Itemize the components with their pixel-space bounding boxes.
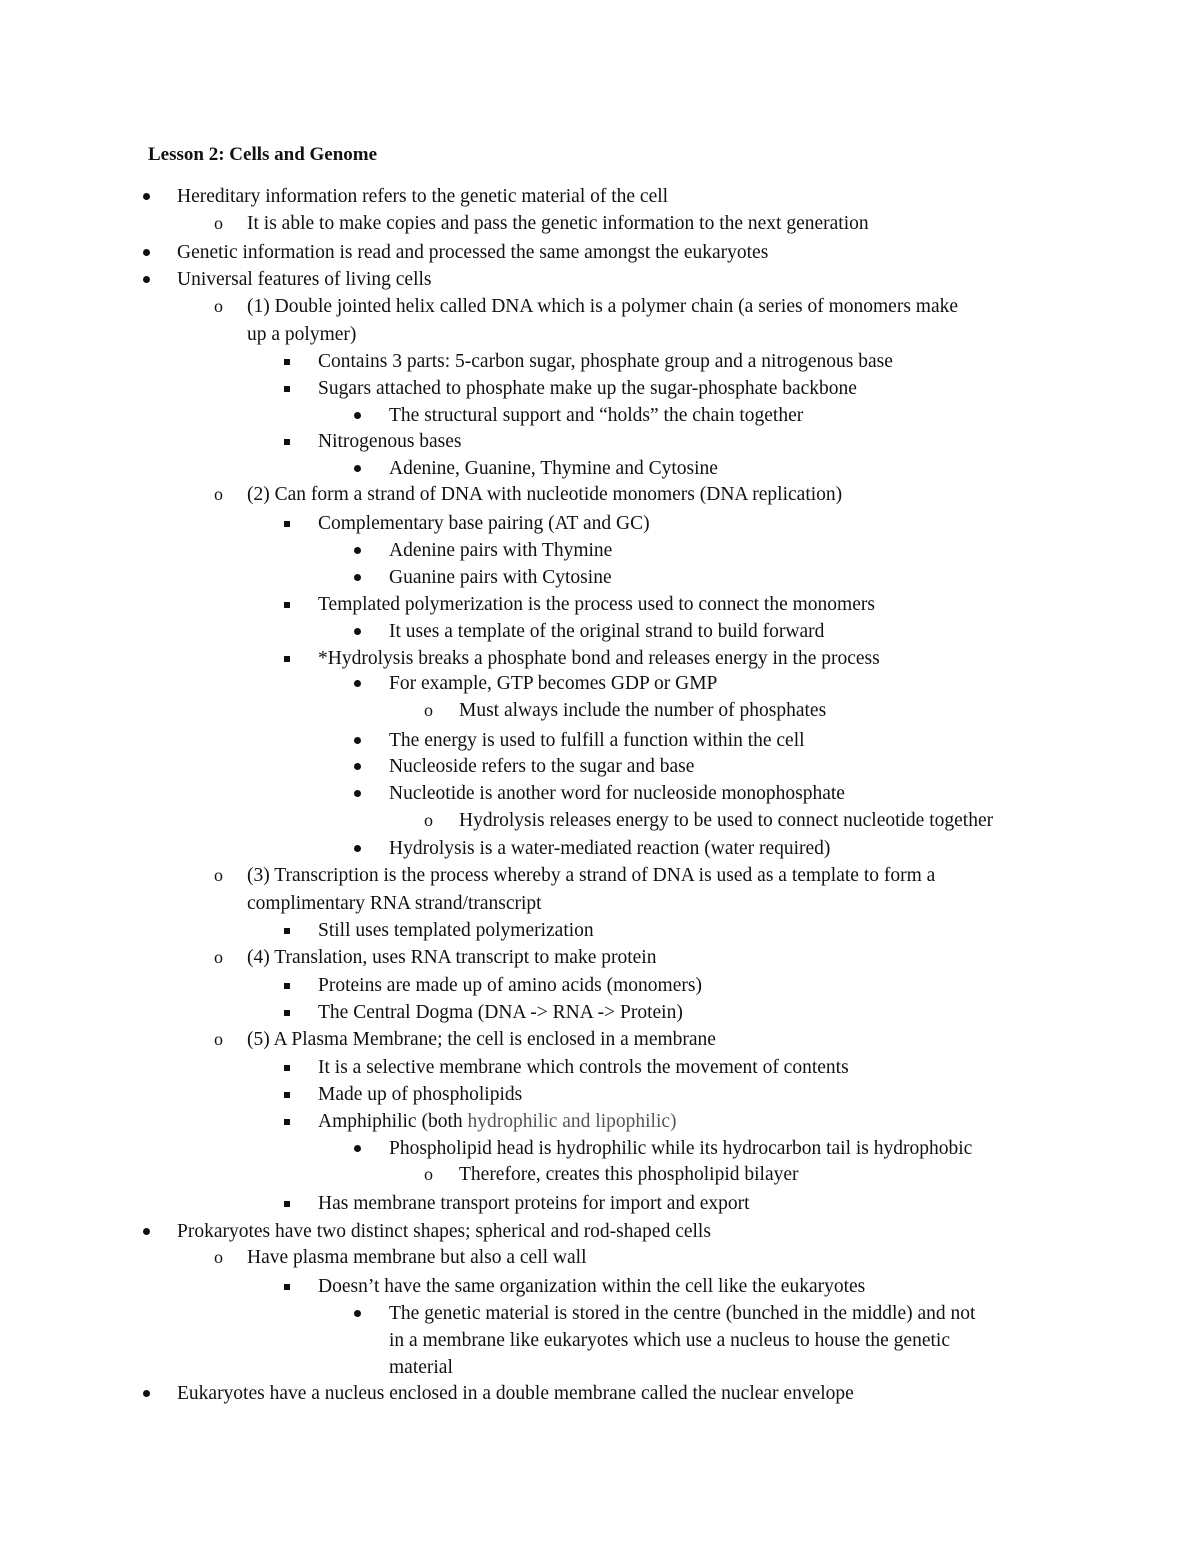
note-line: Templated polymerization is the process used to connect the monomers — [318, 594, 875, 615]
note-line: Contains 3 parts: 5-carbon sugar, phosphate group and a nitrogenous base — [318, 351, 893, 372]
note-line: complimentary RNA strand/transcript — [247, 893, 542, 914]
note-line: *Hydrolysis breaks a phosphate bond and releases energy in the process — [318, 648, 880, 669]
note-line: It uses a template of the original strand to build forward — [389, 621, 825, 642]
note-line: Hydrolysis releases energy to be used to connect nucleotide together — [459, 810, 994, 831]
bullet-square-icon — [284, 1201, 290, 1207]
note-line: Genetic information is read and processed the same amongst the eukaryotes — [177, 242, 769, 263]
bullet-dot-icon — [143, 249, 150, 256]
bullet-square-icon — [284, 656, 290, 662]
bullet-dot-icon — [354, 412, 361, 419]
note-line — [318, 1108, 677, 1135]
bullet-square-icon — [284, 359, 290, 365]
bullet-square-icon — [284, 521, 290, 527]
note-line: up a polymer) — [247, 324, 357, 345]
bullet-dot-icon — [354, 790, 361, 797]
note-line: The Central Dogma (DNA -> RNA -> Protein) — [318, 1002, 683, 1023]
bullet-circle-icon: o — [214, 1029, 223, 1049]
note-line: Nitrogenous bases — [318, 431, 462, 452]
note-line: material — [389, 1357, 453, 1378]
note-line: (1) Double jointed helix called DNA which is a polymer chain (a series of monomers make — [247, 296, 959, 317]
bullet-circle-icon: o — [214, 213, 223, 233]
bullet-dot-icon — [354, 574, 361, 581]
note-line: in a membrane like eukaryotes which use a nucleus to house the genetic — [389, 1330, 950, 1351]
bullet-circle-icon: o — [214, 296, 223, 316]
note-line: Nucleoside refers to the sugar and base — [389, 756, 695, 777]
note-line: Adenine, Guanine, Thymine and Cytosine — [389, 458, 718, 479]
bullet-circle-icon: o — [424, 1164, 433, 1184]
bullet-square-icon — [284, 1065, 290, 1071]
note-line: It is able to make copies and pass the genetic information to the next generation — [247, 213, 869, 234]
note-text: Amphiphilic (both — [318, 1111, 468, 1132]
note-line: (4) Translation, uses RNA transcript to make protein — [247, 947, 657, 968]
note-line: Hydrolysis is a water-mediated reaction (water required) — [389, 838, 831, 859]
bullet-square-icon — [284, 386, 290, 392]
bullet-dot-icon — [354, 763, 361, 770]
note-line: (3) Transcription is the process whereby a strand of DNA is used as a template to form a — [247, 865, 936, 886]
bullet-circle-icon: o — [214, 947, 223, 967]
note-line: Hereditary information refers to the genetic material of the cell — [177, 186, 669, 207]
bullet-dot-icon — [354, 845, 361, 852]
note-line: It is a selective membrane which controls the movement of contents — [318, 1057, 849, 1078]
bullet-square-icon — [284, 1284, 290, 1290]
bullet-dot-icon — [354, 628, 361, 635]
bullet-dot-icon — [143, 1228, 150, 1235]
bullet-square-icon — [284, 439, 290, 445]
note-line: Adenine pairs with Thymine — [389, 540, 613, 561]
bullet-dot-icon — [143, 1390, 150, 1397]
bullet-circle-icon: o — [424, 700, 433, 720]
note-line: Therefore, creates this phospholipid bilayer — [459, 1164, 799, 1185]
note-line: The genetic material is stored in the centre (bunched in the middle) and not — [389, 1303, 976, 1324]
bullet-circle-icon: o — [424, 810, 433, 830]
note-line: Must always include the number of phosphates — [459, 700, 827, 721]
note-line: Complementary base pairing (AT and GC) — [318, 513, 650, 534]
bullet-dot-icon — [354, 737, 361, 744]
note-line: Phospholipid head is hydrophilic while its hydrocarbon tail is hydrophobic — [389, 1138, 973, 1159]
bullet-square-icon — [284, 983, 290, 989]
note-line: Still uses templated polymerization — [318, 920, 594, 941]
note-line: For example, GTP becomes GDP or GMP — [389, 673, 718, 694]
note-line: Made up of phospholipids — [318, 1084, 523, 1105]
note-line: Prokaryotes have two distinct shapes; spherical and rod-shaped cells — [177, 1221, 711, 1242]
bullet-dot-icon — [143, 276, 150, 283]
bullet-square-icon — [284, 928, 290, 934]
note-line: Doesn’t have the same organization within the cell like the eukaryotes — [318, 1276, 866, 1297]
note-line: The structural support and “holds” the chain together — [389, 405, 804, 426]
note-text-grey: hydrophilic and lipophilic) — [467, 1111, 677, 1132]
bullet-dot-icon — [354, 680, 361, 687]
bullet-dot-icon — [354, 547, 361, 554]
note-line: Sugars attached to phosphate make up the sugar-phosphate backbone — [318, 378, 857, 399]
note-line: The energy is used to fulfill a function within the cell — [389, 730, 805, 751]
bullet-dot-icon — [354, 465, 361, 472]
bullet-square-icon — [284, 1119, 290, 1125]
note-line: (2) Can form a strand of DNA with nucleotide monomers (DNA replication) — [247, 484, 843, 505]
note-line: Has membrane transport proteins for import and export — [318, 1193, 750, 1214]
bullet-circle-icon: o — [214, 1247, 223, 1267]
note-line: Eukaryotes have a nucleus enclosed in a double membrane called the nuclear envelope — [177, 1383, 854, 1404]
note-line: Guanine pairs with Cytosine — [389, 567, 612, 588]
bullet-circle-icon: o — [214, 484, 223, 504]
note-line: Nucleotide is another word for nucleoside monophosphate — [389, 783, 845, 804]
lesson-title: Lesson 2: Cells and Genome — [148, 144, 378, 165]
bullet-dot-icon — [143, 193, 150, 200]
bullet-square-icon — [284, 1092, 290, 1098]
bullet-square-icon — [284, 1010, 290, 1016]
note-line: Proteins are made up of amino acids (monomers) — [318, 975, 702, 996]
bullet-circle-icon: o — [214, 865, 223, 885]
bullet-dot-icon — [354, 1145, 361, 1152]
bullet-dot-icon — [354, 1310, 361, 1317]
note-line: (5) A Plasma Membrane; the cell is enclosed in a membrane — [247, 1029, 716, 1050]
bullet-square-icon — [284, 602, 290, 608]
note-line: Universal features of living cells — [177, 269, 432, 290]
note-line: Have plasma membrane but also a cell wall — [247, 1247, 587, 1268]
